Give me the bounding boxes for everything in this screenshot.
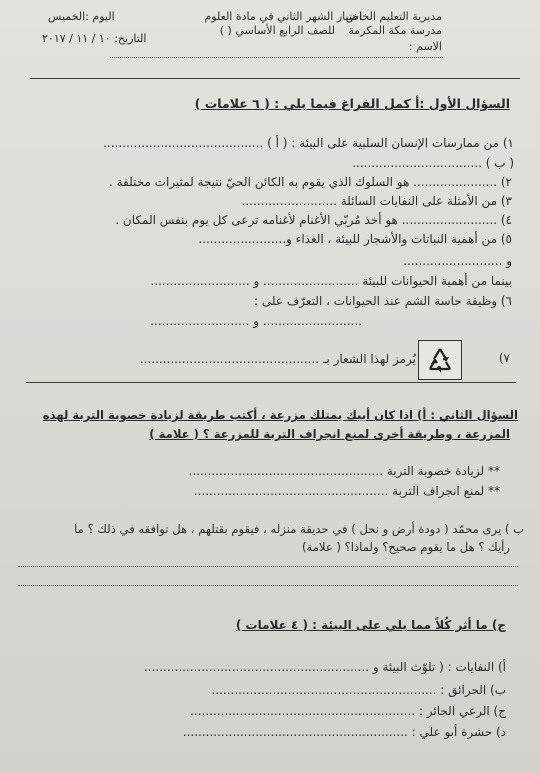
q2-c-item-2: ب) الحرائق : ........................................................... [211, 683, 506, 697]
q2-b-line1: ب ) يرى محمّد ( دودة أرض و نحل ) في حديقة منزله ، فيقوم بقتلهم ، هل توافقه في ذلك ؟ ما [74, 522, 524, 536]
date-label: التاريخ: ١٠ / ١١ / ٢٠١٧ [42, 32, 147, 45]
directorate: مديرية التعليم الخاص [345, 10, 442, 23]
q1-item-3: ٣) من الأمثلة على النفايات السائلة ......................... [241, 194, 512, 208]
q1-item-6: ٦) وظيفة حاسة الشم عند الحيوانات ، التعرّف على : [254, 294, 512, 308]
q1-divider [26, 382, 516, 383]
day-label: اليوم :الخميس [48, 10, 115, 23]
name-line [110, 57, 443, 58]
school-name: مدرسة مكة المكرمة [348, 24, 442, 37]
q1-title: السؤال الأول :أ كمل الفراغ فيما يلي : ( ٦ علامات ) [194, 96, 510, 111]
recycle-icon [418, 340, 462, 380]
q2-c-item-4: د) حشرة أبو علي : ........................................................... [182, 725, 506, 739]
q1-item-6b: .......................... و .......................... [150, 314, 362, 328]
q1-item-5b: و .......................... [403, 254, 512, 268]
q1-item-1: ١) من ممارسات الإنسان السلبية على البيئة : ( أ ) .......................................... [103, 136, 514, 150]
q2-title-line1: السؤال الثاني : أ) اذا كان أبيك يمتلك مزرعة ، أكتب طريقة لزيادة خصوبة التربة لهذه [42, 408, 518, 422]
q2-c-item-1: أ) النفايات : ( تلوّث البيئة و ........................................................... [143, 660, 506, 674]
name-label: الاسم : [408, 40, 442, 53]
q1-item-7: يُرمز لهذا الشعار بـ ............................................... [139, 352, 416, 366]
recycle-icon-graphic [425, 345, 455, 375]
q2-b-answer-line2 [18, 585, 518, 586]
q1-item-1b: ( ب ) .................................. [352, 156, 514, 170]
q1-item-5c: بينما من أهمية الحيوانات للبيئة ......................... و .......................... [150, 274, 512, 288]
q2-c-item-3: ج) الرعي الجائر : ........................................................... [190, 704, 506, 718]
exam-title: اختبار الشهر الثاني في مادة العلوم [204, 10, 362, 23]
q1-item-2: ٢) ...................... هو السلوك الذي يقوم به الكائن الحيّ نتيجة لمثيرات مختلفة . [108, 175, 512, 189]
q2-fertility: ** لزيادة خصوبة التربة ................................................... [188, 464, 500, 478]
q2-erosion: ** لمنع انجراف التربة ................................................... [193, 484, 500, 498]
q1-item-4: ٤) ......................... هو أخذ مُربّي الأغنام لأغنامه ترعى كل يوم بنفس المكان . [115, 213, 512, 227]
q1-item-7-number: ٧) [498, 351, 510, 365]
q2-c-title: ج) ما أثر كُلاً مما يلي على البيئة : ( ٤ علامات ) [235, 618, 506, 632]
header-divider [30, 78, 520, 79]
grade: للصف الرابع الأساسي ( ) [219, 24, 335, 37]
q1-item-5: ٥) من أهمية النباتات والأشجار للبيئة ، الغذاء و....................... [198, 232, 512, 246]
q2-title-line2: المزرعة ، وطريقة أخرى لمنع انجراف التربة للمزرعة ؟ ( علامة ) [149, 427, 510, 441]
q2-b-line2: رأيك ؟ هل ما يقوم صحيح؟ ولماذا؟ ( علامة) [301, 540, 510, 554]
q2-b-answer-line1 [18, 566, 518, 567]
